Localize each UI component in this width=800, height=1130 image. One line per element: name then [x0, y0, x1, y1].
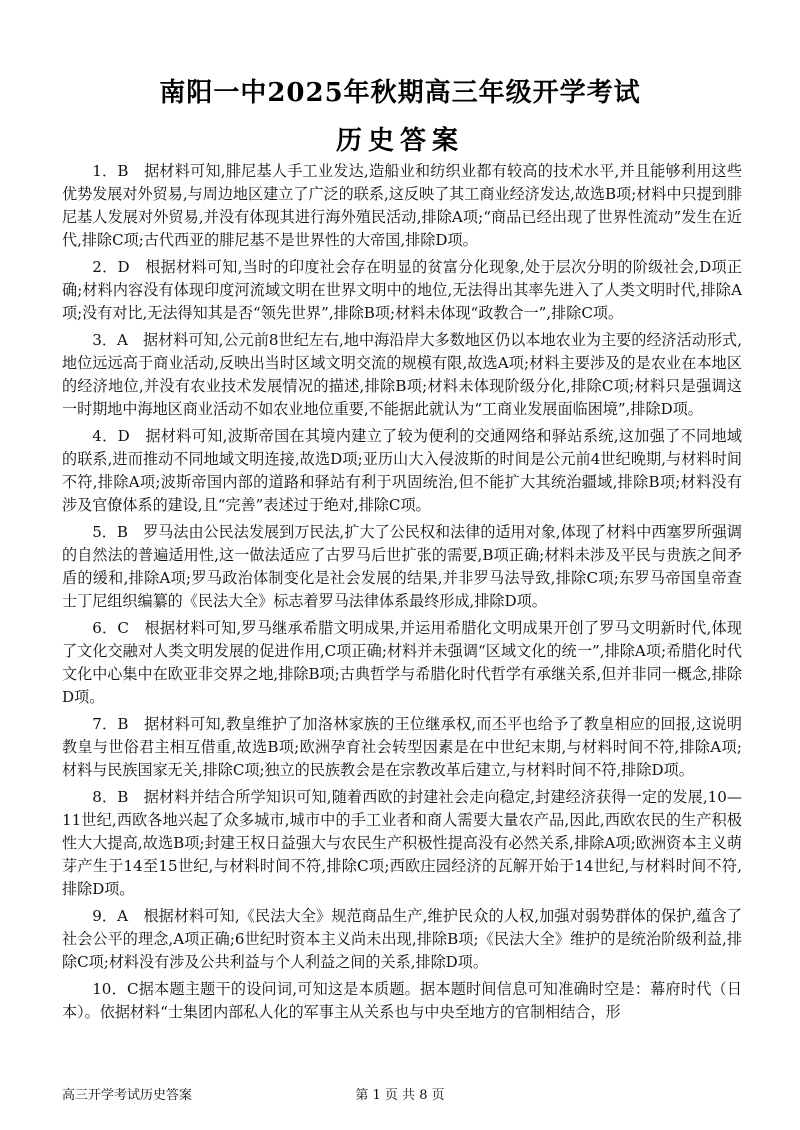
- footer-doc-name: 高三开学考试历史答案: [62, 1088, 193, 1103]
- answer-paragraph-3: 3．A 据材料可知,公元前8世纪左右,地中海沿岸大多数地区仍以本地农业为主要的经济活动形式,地位远远高于商业活动,反映出当时区域文明交流的规模有限,故选A项;材料主要涉及的是农业在本地区的经济地位,并没有农业技术发展情况的描述,排除B项;材料未体现阶级分化,排除C项;材料只是强调这一时期地中海地区商业活动不如农业地位重要,不能据此就认为“工商业发展面临困境”,排除D项。: [62, 331, 742, 418]
- answer-paragraph-5: 5．B 罗马法由公民法发展到万民法,扩大了公民权和法律的适用对象,体现了材料中西塞罗所强调的自然法的普遍适用性,这一做法适应了古罗马后世扩张的需要,B项正确;材料未涉及平民与贵族之间矛盾的缓和,排除A项;罗马政治体制变化是社会发展的结果,并非罗马法导致,排除C项;东罗马帝国皇帝查士丁尼组织编纂的《民法大全》标志着罗马法律体系最终形成,排除D项。: [62, 523, 743, 610]
- page-subtitle: 历史答案: [335, 126, 464, 156]
- answer-paragraph-4: 4．D 据材料可知,波斯帝国在其境内建立了较为便利的交通网络和驿站系统,这加强了不同地域的联系,进而推动不同地域文明连接,故选D项;亚历山大入侵波斯的时间是公元前4世纪晚期,与材料时间不符,排除A项;波斯帝国内部的道路和驿站有利于巩固统治,但不能扩大其统治疆域,排除B项;材料没有涉及官僚体系的建设,且“完善”表述过于绝对,排除C项。: [62, 427, 742, 514]
- answer-paragraph-9: 9．A 根据材料可知,《民法大全》规范商品生产,维护民众的人权,加强对弱势群体的保护,蕴含了社会公平的理念,A项正确;6世纪时资本主义尚未出现,排除B项;《民法大全》维护的是统治阶级利益,排除C项;材料没有涉及公共利益与个人利益之间的关系,排除D项。: [62, 907, 742, 971]
- footer-page-number: 第 1 页 共 8 页: [355, 1088, 445, 1103]
- answer-paragraph-2: 2．D 根据材料可知,当时的印度社会存在明显的贫富分化现象,处于层次分明的阶级社会,D项正确;材料内容没有体现印度河流域文明在世界文明中的地位,无法得出其率先进入了人类文明时代,排除A项;没有对比,无法得知其是否“领先世界”,排除B项;材料未体现“政教合一”,排除C项。: [62, 258, 742, 322]
- page-title: 南阳一中2025年秋期高三年级开学考试: [159, 78, 641, 108]
- answer-paragraph-7: 7．B 据材料可知,教皇维护了加洛林家族的王位继承权,而丕平也给予了教皇相应的回报,这说明教皇与世俗君主相互借重,故选B项;欧洲孕育社会转型因素是在中世纪末期,与材料时间不符,排除A项;材料与民族国家无关,排除C项;独立的民族教会是在宗教改革后建立,与材料时间不符,排除D项。: [62, 715, 742, 779]
- answer-content: [62, 160, 742, 1028]
- answer-paragraph-8: 8．B 据材料并结合所学知识可知,随着西欧的封建社会走向稳定,封建经济获得一定的发展,10—11世纪,西欧各地兴起了众多城市,城市中的手工业者和商人需要大量农产品,因此,西欧农民的生产积极性大大提高,故选B项;封建王权日益强大与农民生产积极性提高没有必然关系,排除A项;欧洲资本主义萌芽产生于14至15世纪,与材料时间不符,排除C项;西欧庄园经济的瓦解开始于14世纪,与材料时间不符,排除D项。: [62, 788, 742, 898]
- answer-paragraph-10: 10．C据本题主题干的设问词,可知这是本质题。据本题时间信息可知准确时空是：幕府时代（日本）。依据材料“士集团内部私人化的军事主从关系也与中央至地方的官制相结合，形: [62, 980, 742, 1021]
- answer-paragraph-1: 1．B 据材料可知,腓尼基人手工业发达,造船业和纺织业都有较高的技术水平,并且能够利用这些优势发展对外贸易,与周边地区建立了广泛的联系,这反映了其工商业经济发达,故选B项;材料中只提到腓尼基人发展对外贸易,并没有体现其进行海外殖民活动,排除A项;“商品已经出现了世界性流动”发生在近代,排除C项;古代西亚的腓尼基不是世界性的大帝国,排除D项。: [62, 162, 742, 249]
- answer-paragraph-6: 6．C 根据材料可知,罗马继承希腊文明成果,并运用希腊化文明成果开创了罗马文明新时代,体现了文化交融对人类文明发展的促进作用,C项正确;材料并未强调“区域文化的统一”,排除A项;希腊化时代文化中心集中在欧亚非交界之地,排除B项;古典哲学与希腊化时代哲学有承继关系,但并非同一概念,排除D项。: [62, 619, 742, 706]
